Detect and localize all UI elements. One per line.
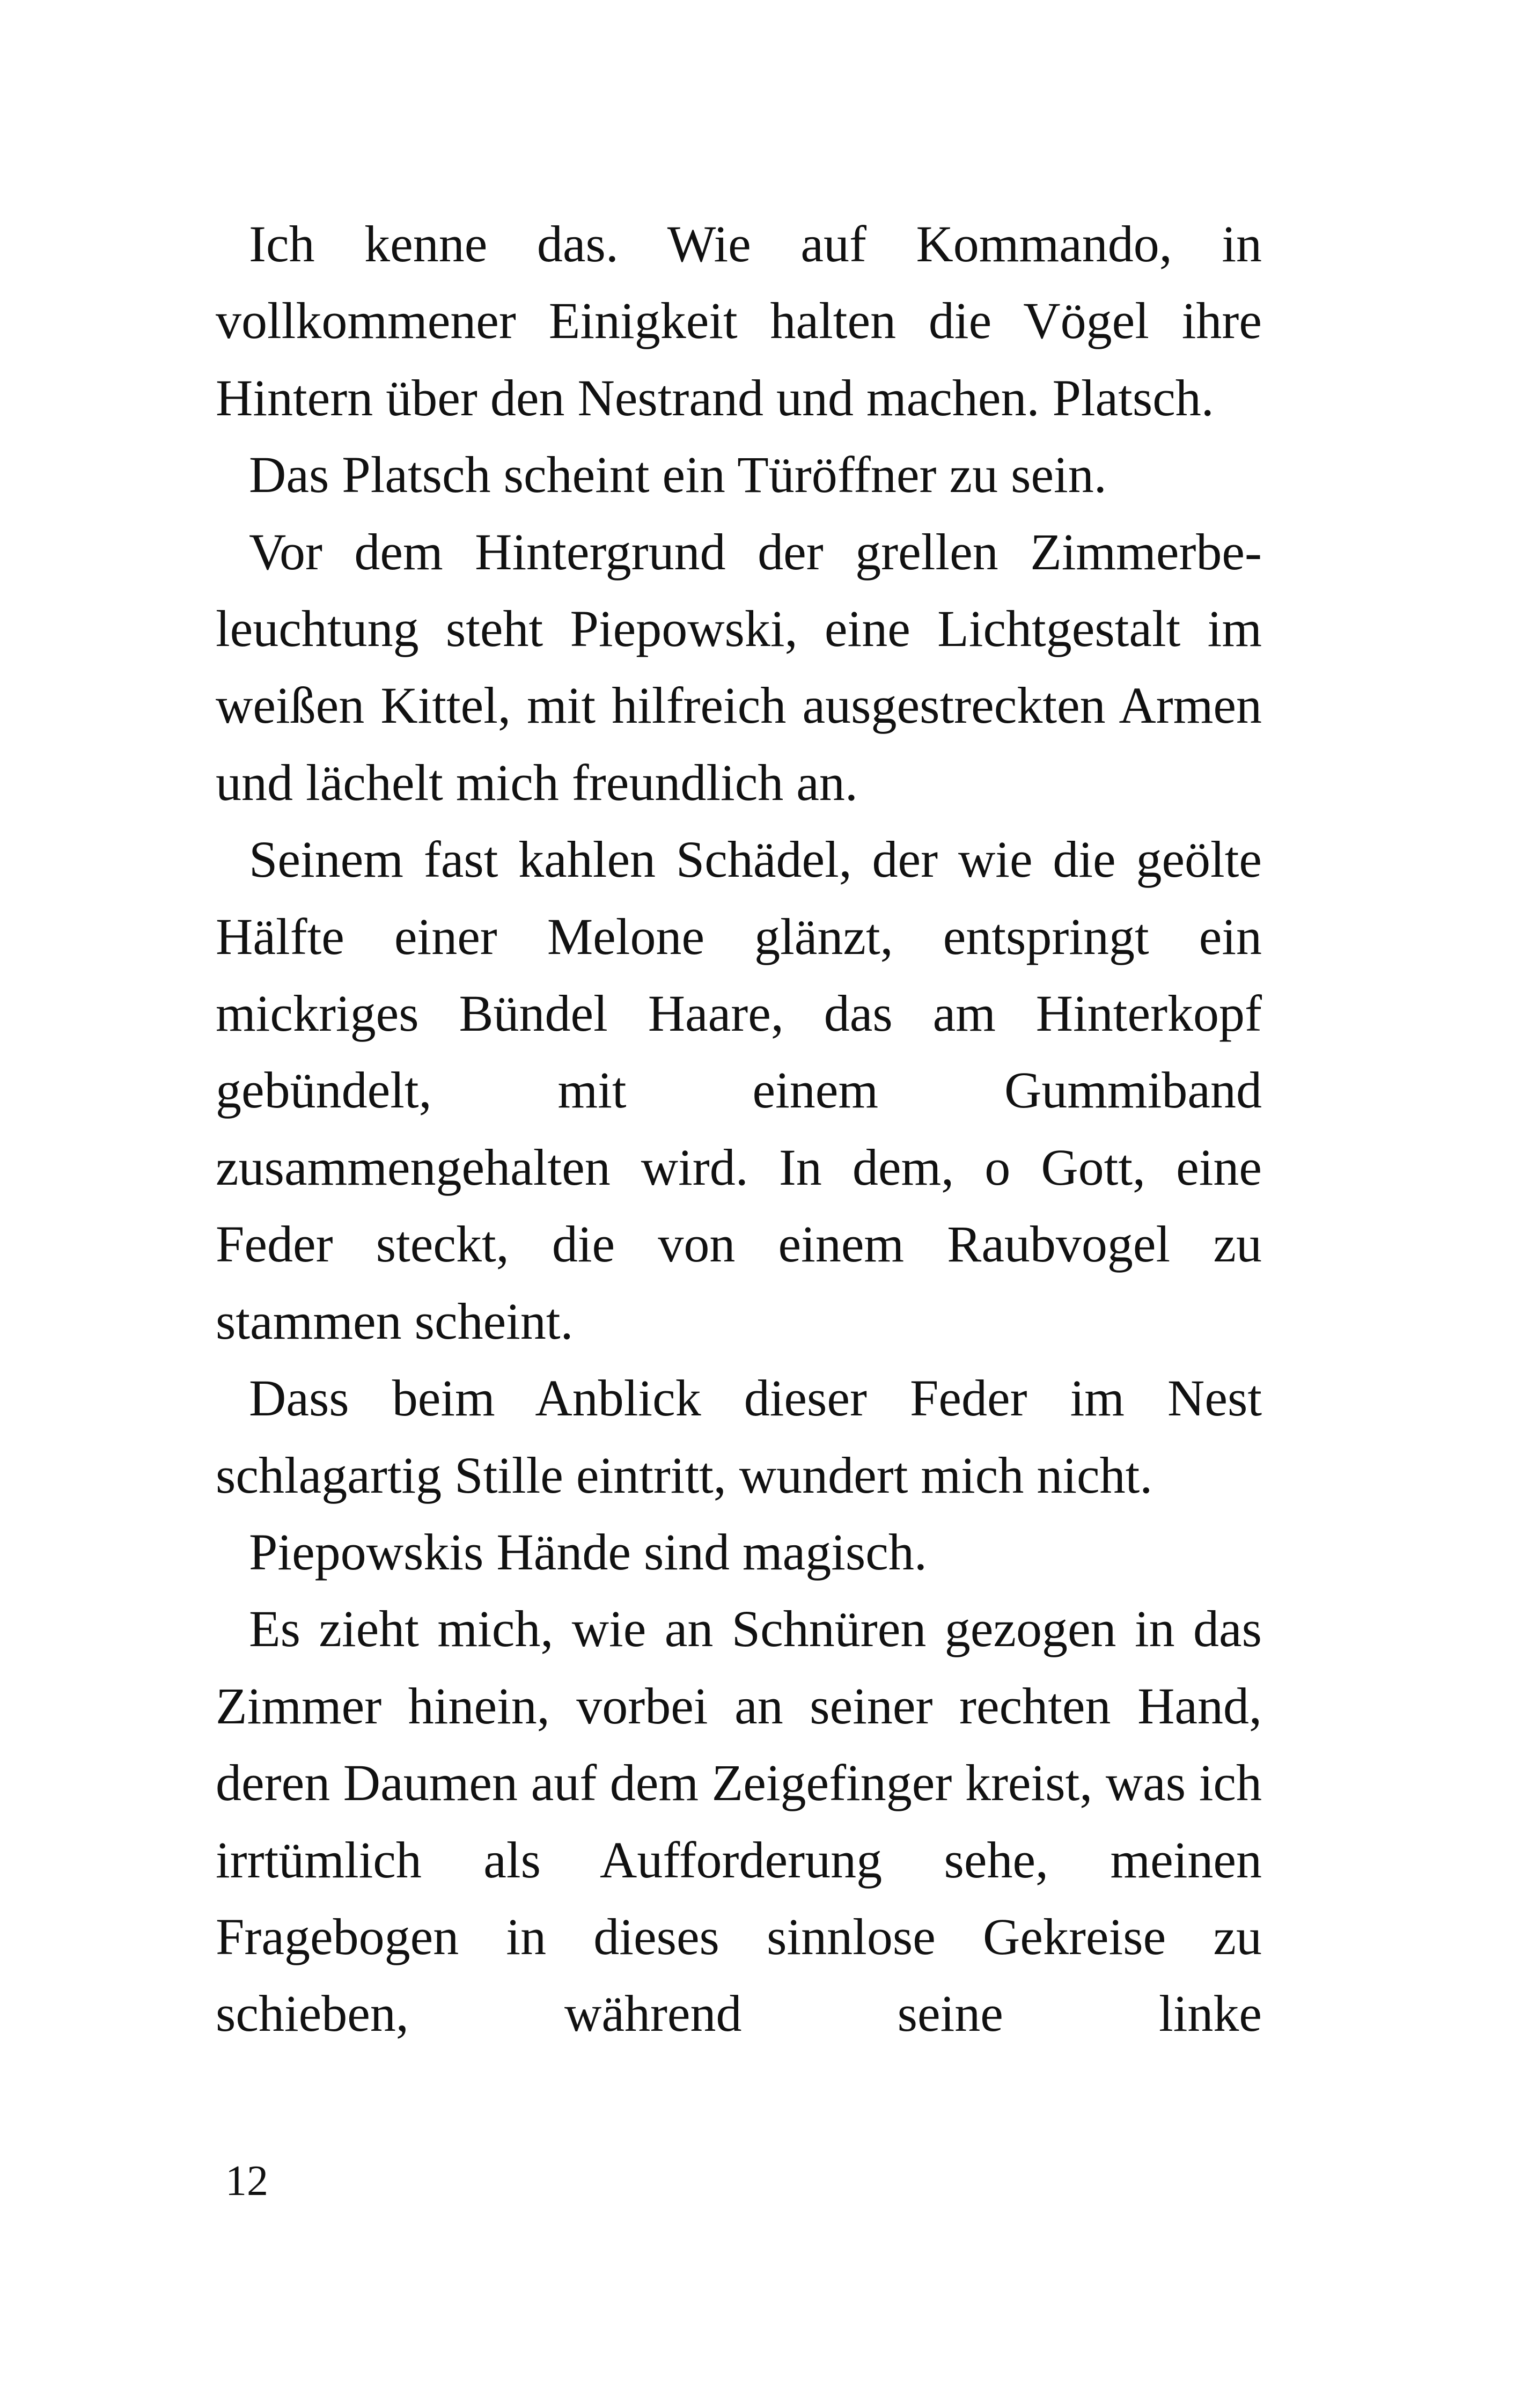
paragraph-4: Seinem fast kahlen Schädel, der wie die geölte Hälfte einer Melone glänzt, entspringt ein mickriges Bündel Haare, das am Hinterkopf gebündelt, mit einem Gummiband zusammengehalten wird. In dem, o Gott, eine Feder steckt, die von einem Raubvogel zu stammen scheint. xyxy=(216,831,1262,1350)
paragraph-5: Dass beim Anblick dieser Feder im Nest schlagartig Stille eintritt, wundert mich nicht. xyxy=(216,1369,1262,1504)
paragraph-2: Das Platsch scheint ein Türöffner zu sein. xyxy=(249,446,1107,504)
paragraph-6: Piepowskis Hände sind magisch. xyxy=(249,1523,927,1581)
page-number: 12 xyxy=(225,2157,268,2205)
paragraph-3: Vor dem Hintergrund der grellen Zimmerbeleuchtung steht Piepowski, eine Lichtgestalt im weißen Kittel, mit hilfreich ausgestreckten Armen und lächelt mich freundlich an. xyxy=(216,523,1262,811)
paragraph-1: Ich kenne das. Wie auf Kommando, in vollkommener Einigkeit halten die Vögel ihre Hintern über den Nestrand und machen. Platsch. xyxy=(216,215,1262,427)
body-text xyxy=(216,205,1262,2052)
paragraph-7: Es zieht mich, wie an Schnüren gezogen in das Zimmer hinein, vorbei an seiner rechten Hand, deren Daumen auf dem Zeigefinger kreist, was ich irrtümlich als Aufforderung sehe, meinen Fragebogen in dieses sinnlose Gekreise zu schieben, während seine linke xyxy=(216,1600,1262,2043)
